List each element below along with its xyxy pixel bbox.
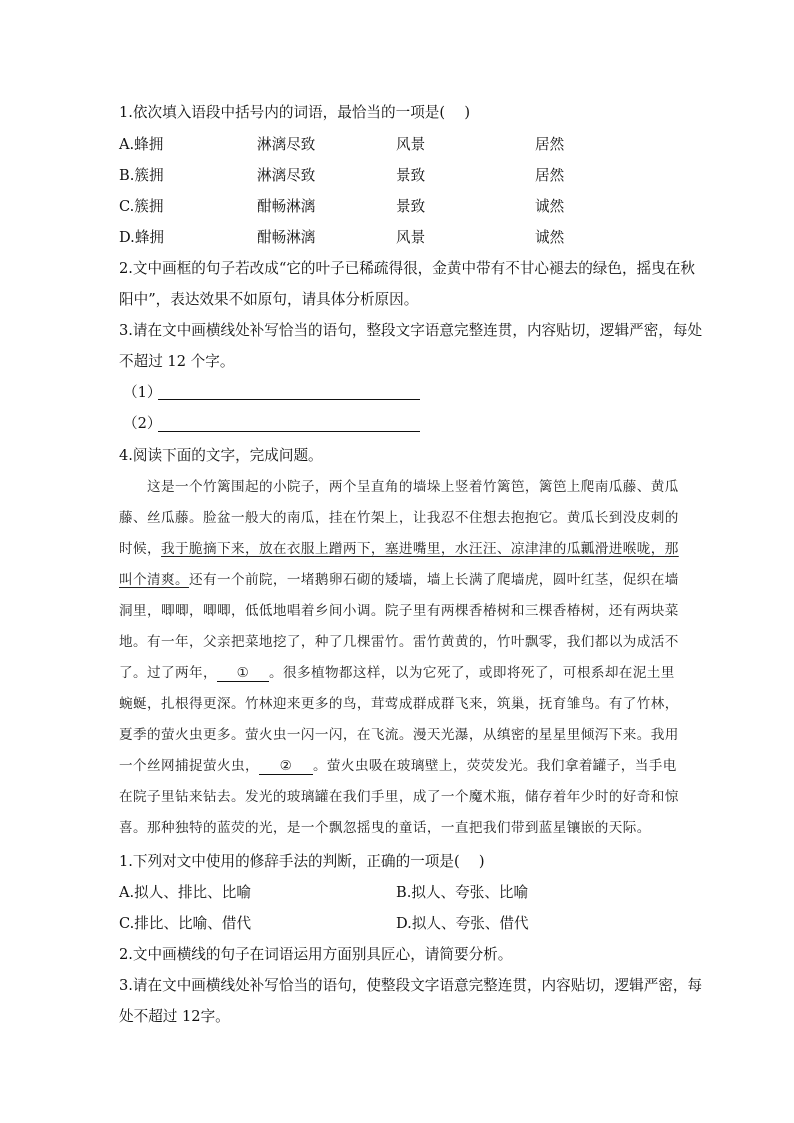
q1-option-d-word4: 诚然 [535, 229, 565, 246]
q1-option-c-word4: 诚然 [535, 198, 565, 215]
sq1-option-b: B.拟人、夸张、比喻 [396, 884, 529, 901]
q3-answer-line-2[interactable] [158, 431, 420, 432]
passage-text: 还有一个前院，一堵鹅卵石砌的矮墙，墙上长满了爬墙虎，圆叶红茎，促织在墙 [188, 572, 679, 588]
q4-heading: 4.阅读下面的文字，完成问题。 [119, 447, 323, 464]
q1-option-c: C.簇拥 [119, 198, 164, 215]
blank-2[interactable]: ② [259, 758, 313, 775]
sq3-line-1: 3.请在文中画横线处补写恰当的语句，使整段文字语意完整连贯，内容贴切，逻辑严密，每 [119, 977, 703, 994]
passage-text: 。萤火虫吸在玻璃壁上，荧荧发光。我们拿着罐子，当手电 [312, 758, 677, 774]
q1-stem: 1.依次填入语段中括号内的词语，最恰当的一项是( ) [119, 104, 471, 121]
sq2-text: 2.文中画横线的句子在词语运用方面别具匠心，请简要分析。 [119, 946, 513, 963]
passage-line-1: 这是一个竹篱围起的小院子，两个呈直角的墙垛上竖着竹篱笆，篱笆上爬南瓜藤、黄瓜 [147, 479, 679, 495]
passage-line-3 [119, 539, 679, 559]
q3-blank-1-label: （1） [123, 384, 162, 401]
q1-option-a: A.蜂拥 [119, 136, 164, 153]
passage-line-8: 蜿蜒，扎根得更深。竹林迎来更多的鸟，茸莺成群成群飞来，筑巢，抚育雏鸟。有了竹林， [119, 696, 679, 712]
passage-line-9: 夏季的萤火虫更多。萤火虫一闪一闪，在飞流。漫天光瀑，从缜密的星星里倾泻下来。我用 [119, 727, 679, 743]
passage-line-12: 喜。那种独特的蓝荧的光，是一个飘忽摇曳的童话，一直把我们带到蓝星镶嵌的天际。 [119, 820, 651, 836]
passage-line-6: 地。有一年，父亲把菜地挖了，种了几棵雷竹。雷竹黄黄的，竹叶飘零，我们都以为成活不 [119, 634, 679, 650]
q3-line-2: 不超过 12 个字。 [119, 353, 235, 370]
q1-option-c-word3: 景致 [396, 198, 426, 215]
sq1-option-c: C.排比、比喻、借代 [119, 915, 252, 932]
passage-line-5: 洞里，唧唧，唧唧，低低地唱着乡间小调。院子里有两棵香椿树和三棵香椿树，还有两块菜 [119, 603, 679, 619]
q3-line-1: 3.请在文中画横线处补写恰当的语句，整段文字语意完整连贯，内容贴切，逻辑严密，每处 [119, 322, 703, 339]
passage-text: 一个丝网捕捉萤火虫， [119, 758, 259, 774]
q1-option-d-word2: 酣畅淋漓 [257, 229, 316, 246]
passage-text: 时候， [119, 541, 161, 557]
passage-text: 。很多植物都这样，以为它死了，或即将死了，可根系却在泥土里 [268, 665, 675, 681]
passage-text: 了。过了两年， [119, 665, 217, 681]
q1-option-a-word4: 居然 [535, 136, 565, 153]
passage-line-10 [119, 756, 675, 776]
sq1-option-d: D.拟人、夸张、借代 [396, 915, 529, 932]
passage-line-7 [119, 663, 675, 683]
q3-blank-2-label: （2） [123, 415, 162, 432]
q1-option-a-word2: 淋漓尽致 [257, 136, 316, 153]
sq1-option-a: A.拟人、排比、比喻 [119, 884, 251, 901]
underlined-sentence-end: 叫个清爽。 [119, 572, 189, 588]
sq1-stem: 1.下列对文中使用的修辞手法的判断，正确的一项是( ) [119, 853, 485, 870]
q2-line-1: 2.文中画框的句子若改成“它的叶子已稀疏得很，金黄中带有不甘心褪去的绿色，摇曳在秋 [119, 260, 695, 277]
passage-line-11: 在院子里钻来钻去。发光的玻璃罐在我们手里，成了一个魔术瓶，储存着年少时的好奇和惊 [119, 789, 679, 805]
q1-option-b-word4: 居然 [535, 167, 565, 184]
q1-option-d: D.蜂拥 [119, 229, 165, 246]
q1-option-d-word3: 风景 [396, 229, 426, 246]
q1-option-b-word2: 淋漓尽致 [257, 167, 316, 184]
q1-option-b: B.簇拥 [119, 167, 164, 184]
q1-option-c-word2: 酣畅淋漓 [257, 198, 316, 215]
q1-option-a-word3: 风景 [396, 136, 426, 153]
q2-line-2: 阳中”，表达效果不如原句，请具体分析原因。 [119, 291, 419, 308]
underlined-sentence: 我于脆摘下来，放在衣服上蹭两下，塞进嘴里，水汪汪、凉津津的瓜瓤滑进喉咙，那 [160, 541, 679, 557]
passage-line-2: 藤、丝瓜藤。脸盆一般大的南瓜，挂在竹架上，让我忍不住想去抱抱它。黄瓜长到没皮刺的 [119, 510, 679, 526]
passage-line-4 [119, 570, 679, 590]
q3-answer-line-1[interactable] [158, 399, 420, 400]
q1-option-b-word3: 景致 [396, 167, 426, 184]
sq3-line-2: 处不超过 12字。 [119, 1008, 230, 1025]
blank-1[interactable]: ① [217, 665, 269, 682]
